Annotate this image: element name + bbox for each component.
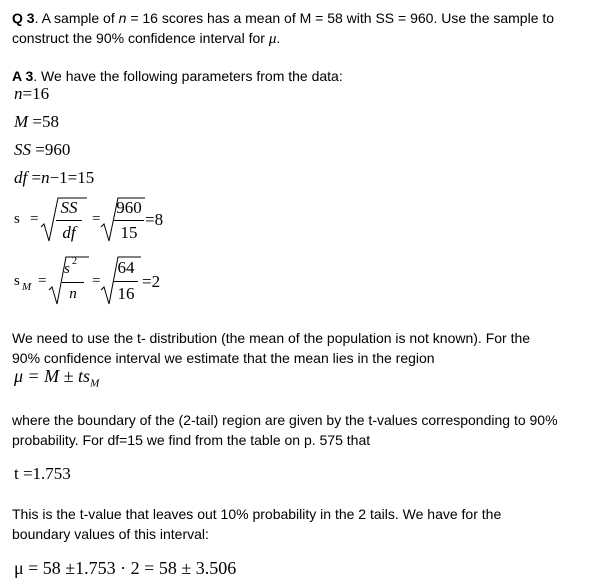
question-line-1: Q 3. A sample of n = 16 scores has a mean of M = 58 with SS = 960. Use the sample to bbox=[12, 10, 555, 26]
paragraph-1-line-1: We need to use the t- distribution (the mean of the population is not known). For the bbox=[12, 330, 531, 346]
answer-intro: A 3. We have the following parameters from the data: bbox=[12, 68, 343, 84]
region-formula: $\mu = M \pm ts_M$ bbox=[14, 366, 100, 390]
answer-label: A 3 bbox=[12, 68, 34, 84]
question-label: Q 3 bbox=[12, 10, 35, 26]
paragraph-3-line-2: boundary values of this interval: bbox=[12, 526, 209, 542]
question-line-2: construct the 90% confidence interval for μ. bbox=[12, 30, 281, 47]
paragraph-3-line-1: This is the t-value that leaves out 10% probability in the 2 tails. We have for the bbox=[12, 506, 502, 522]
param-df: df =n−1=15 bbox=[14, 168, 95, 187]
paragraph-2-line-2: probability. For df=15 we find from the table on p. 575 that bbox=[12, 432, 371, 448]
paragraph-2-line-1: where the boundary of the (2-tail) region are given by the t-values corresponding to 90% bbox=[12, 412, 558, 428]
final-formula: μ = 58 ±1.753 · 2 = 58 ± 3.506 bbox=[14, 558, 237, 578]
param-M: M =58 bbox=[14, 112, 60, 131]
param-SS: SS =960 bbox=[14, 140, 71, 159]
t-value-formula: t =1.753 bbox=[14, 464, 71, 483]
paragraph-1-line-2: 90% confidence interval we estimate that the mean lies in the region bbox=[12, 350, 435, 366]
param-n: n=16 bbox=[14, 84, 50, 103]
